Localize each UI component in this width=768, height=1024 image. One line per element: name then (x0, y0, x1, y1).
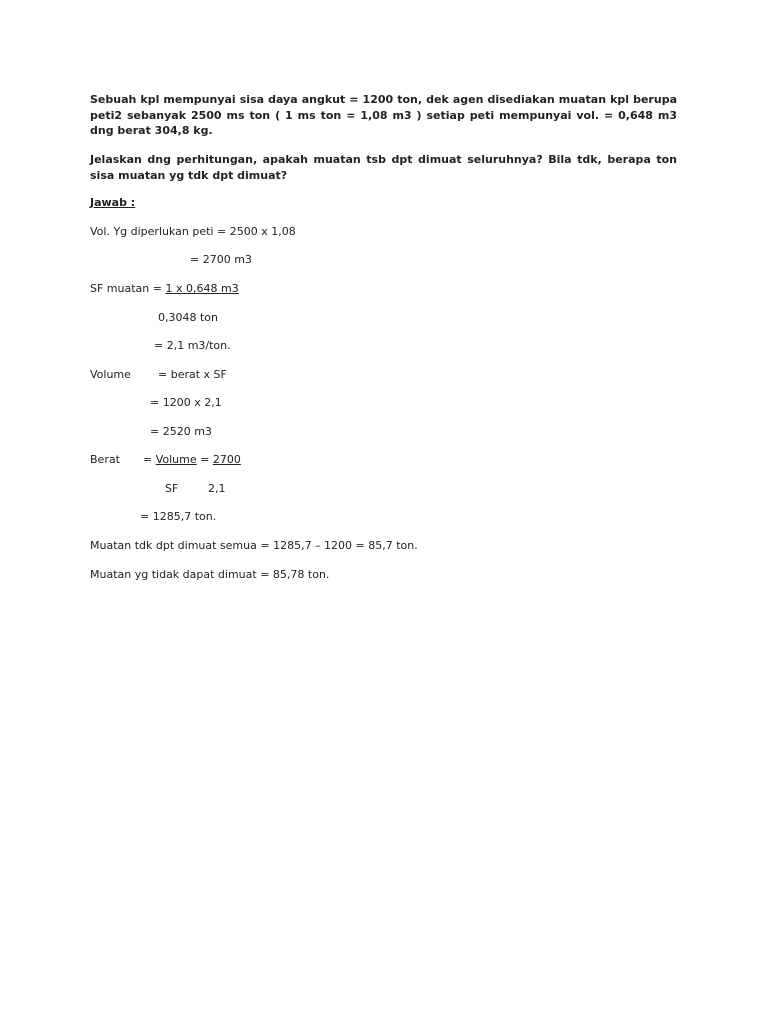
document-page (90, 0, 678, 1024)
volume-result: = 2520 m3 (150, 425, 212, 438)
answer-heading: Jawab : (90, 196, 136, 209)
question-paragraph-2: Jelaskan dng perhitungan, apakah muatan tsb dpt dimuat seluruhnya? Bila tdk, berapa ton sisa muatan yg tdk dpt dimuat? (90, 153, 677, 182)
berat-denominator-value: 2,1 (208, 482, 226, 495)
sf-prefix: SF muatan = (90, 282, 166, 295)
berat-result: = 1285,7 ton. (140, 510, 217, 523)
question-paragraph-1: Sebuah kpl mempunyai sisa daya angkut = 1200 ton, dek agen disediakan muatan kpl berupa peti2 sebanyak 2500 ms ton ( 1 ms ton = 1,08 m3 ) setiap peti mempunyai vol. = 0,648 m3 dng berat 304,8 kg. (90, 93, 677, 137)
vol-result: = 2700 m3 (190, 253, 252, 266)
sf-result: = 2,1 m3/ton. (154, 339, 231, 352)
berat-numerator-value: 2700 (212, 453, 241, 466)
berat-denominator-sf: SF (165, 482, 179, 495)
berat-fraction-line (143, 453, 241, 467)
berat-eq2: = (200, 453, 210, 466)
vol-label: Vol. Yg diperlukan peti = 2500 x 1,08 (90, 225, 296, 238)
volume-step: = 1200 x 2,1 (150, 396, 222, 409)
volume-formula: = berat x SF (158, 368, 227, 381)
berat-numerator-volume: Volume (155, 453, 197, 466)
sf-numerator: 1 x 0,648 m3 (165, 282, 239, 295)
berat-label: Berat (90, 453, 120, 466)
sf-denominator: 0,3048 ton (158, 311, 219, 324)
berat-eq: = (143, 453, 153, 466)
volume-label: Volume (90, 368, 131, 381)
sf-line (90, 282, 239, 296)
conclusion-2: Muatan yg tidak dapat dimuat = 85,78 ton. (90, 568, 330, 581)
conclusion-1: Muatan tdk dpt dimuat semua = 1285,7 – 1200 = 85,7 ton. (90, 539, 418, 552)
